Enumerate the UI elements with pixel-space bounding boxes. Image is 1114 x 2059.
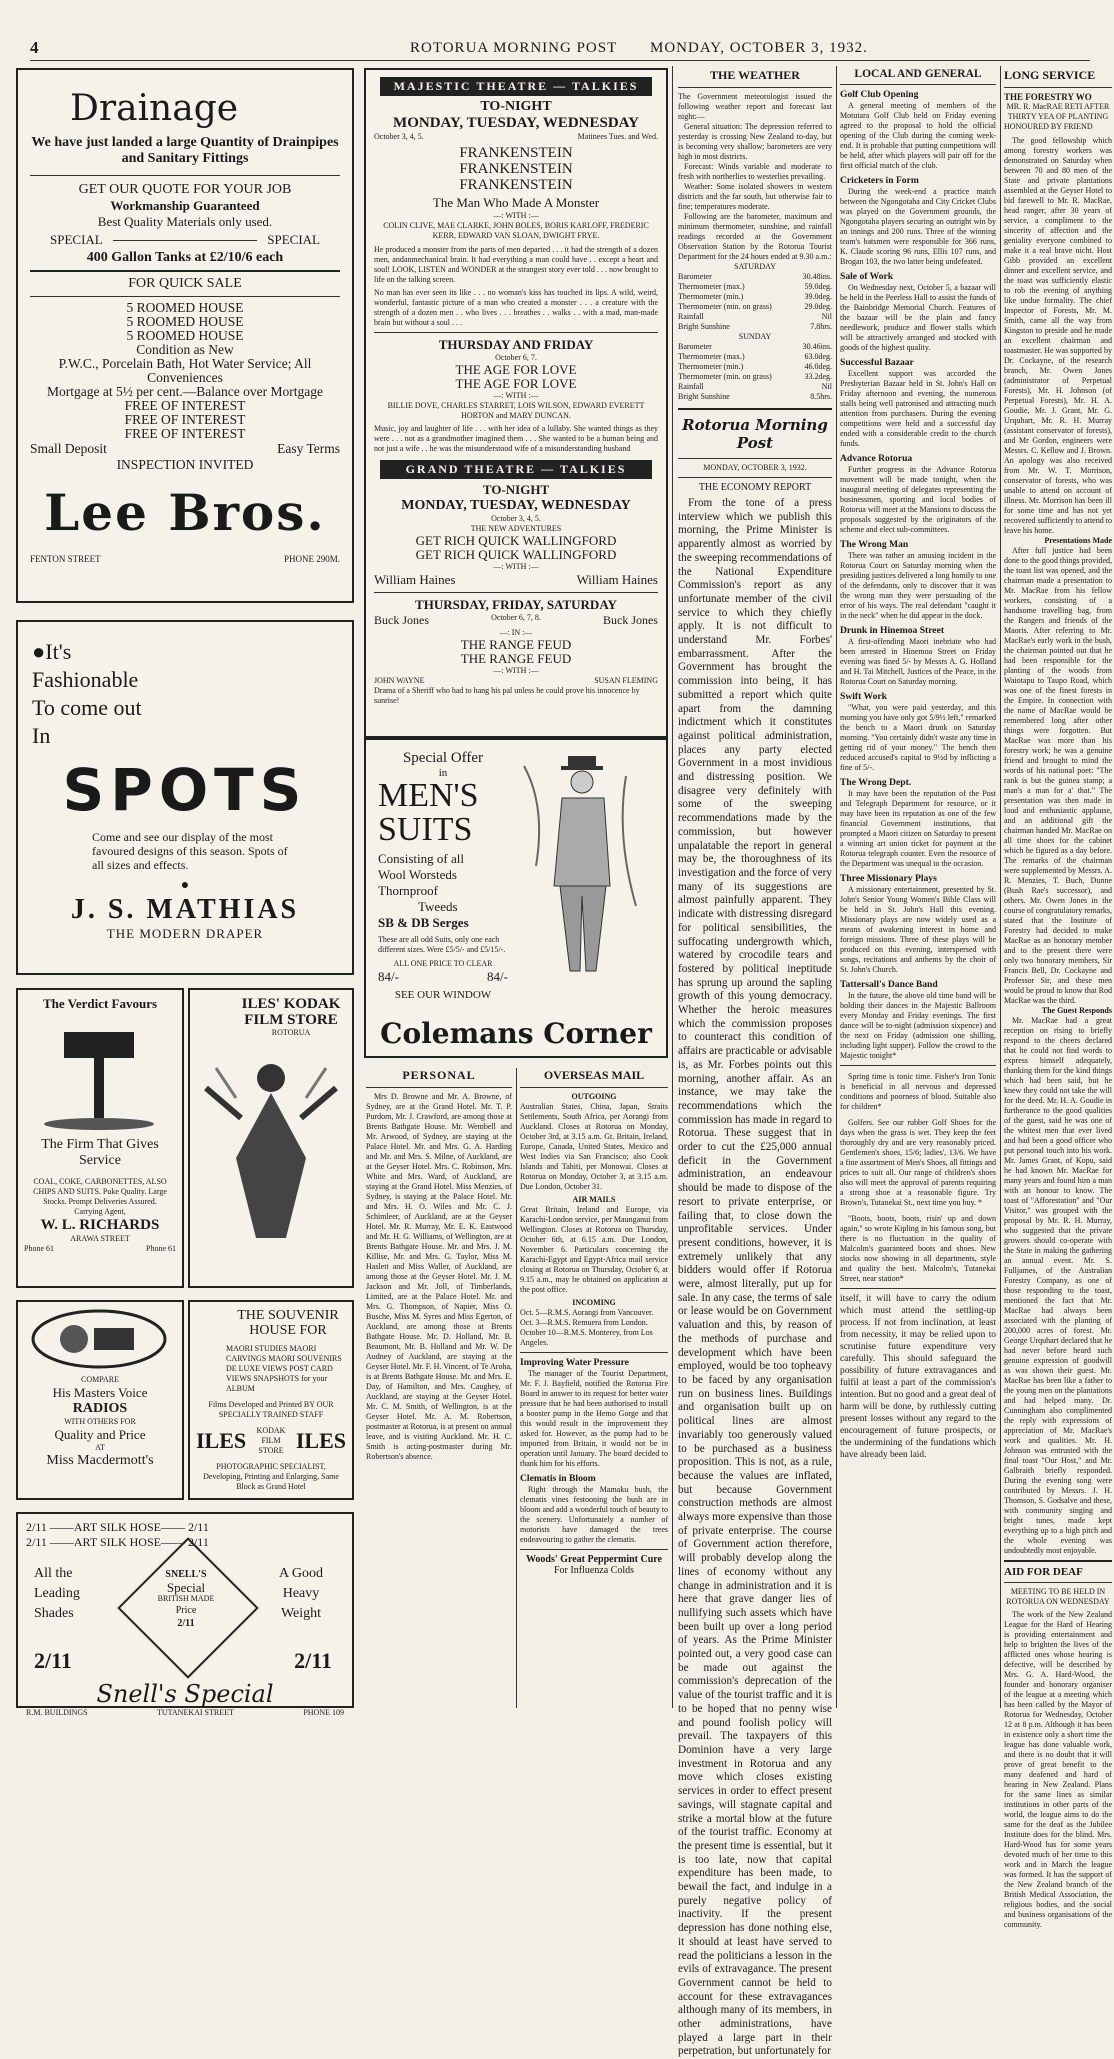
editorial-title: THE ECONOMY REPORT [698, 482, 812, 493]
local-item-heading: The Wrong Dept. [840, 777, 912, 788]
hose-line: 2/11 ——ART SILK HOSE—— 2/11 [26, 1520, 209, 1534]
outgoing-title: OUTGOING [571, 1092, 617, 1101]
weather-label: Rainfall [678, 382, 704, 391]
iles-left: ILES [196, 1428, 247, 1453]
grand-with: —: WITH :— [493, 666, 539, 675]
film-title: GET RICH QUICK WALLINGFORD [415, 533, 617, 548]
fashion-line: Fashionable [32, 667, 139, 692]
dot-icon: ● [180, 878, 190, 893]
local-item-heading: Advance Rotorua [840, 453, 913, 464]
kodak-sub: ROTORUA [271, 1028, 311, 1037]
local-item-text: On Wednesday next, October 5, a bazaar will be held in the Peerless Hall to assist the funds of the Bainbridge Memorial Church. Features of the bazaar will be the plain and fancy needlework, produce and flower stalls which will be attractively arranged and stocked with goods of the highest quality. [840, 283, 996, 352]
weather-row [678, 342, 832, 352]
house-line: 5 ROOMED HOUSE [126, 314, 244, 329]
snells-price-label: Price [175, 1605, 197, 1616]
majestic-dates: October 3, 4, 5. [374, 132, 424, 141]
local-item-heading: Successful Bazaar [840, 357, 914, 368]
incoming-text: Oct. 5—R.M.S. Aorangi from Vancouver. Oct. 3—R.M.S. Remuera from London. October 10—R.M.S. Monterey, from Los Angeles. [520, 1308, 654, 1347]
local-item-text: During the week-end a practice match between the Ngongotaha and City Cricket Clubs was played on the Government grounds, the Ngongotaha players securing an outright win by an innings and 200 runs. Three of the winning team's batsmen were responsible for 366 runs, K. Claude scoring 96 runs, Ellis 107 runs, and Brogan 103, the two latter being undefeated. [840, 187, 996, 266]
weather-value: 46.0deg. [804, 362, 832, 371]
weather-value: Nil [821, 312, 832, 321]
local-item-text: It may have been the reputation of the Post and Telegraph Department for resource, or it may have been its reputation as one of the few financial Government institutions, that prompted a Maori citizen on Saturday to present a winning art union ticket for payment at the Rotorua telegraph counter. Even the resource of the Department was unequal to the occasion. [840, 789, 996, 868]
souvenir-foot: PHOTOGRAPHIC SPECIALIST, Developing, Printing and Enlarging, Same Block as Grand Hotel [203, 1462, 339, 1491]
film-title: THE RANGE FEUD [460, 651, 572, 666]
local-item-text: A missionary entertainment, presented by St. John's Senior Young Women's Bible Class will be held in St. John's Hall this evening. Missionary plays are now widely used as a means of awakening interest in home and foreign missions. Three of these plays will be produced on this evening, interspersed with songs, recitations and anthems by the choir of St. John's Church. [840, 885, 996, 974]
weather-row [678, 272, 832, 282]
local-item-heading: The Wrong Man [840, 539, 909, 550]
guest-title: The Guest Responds [1041, 1006, 1112, 1015]
local-item-heading: Three Missionary Plays [840, 873, 937, 884]
mathias-body: Come and see our display of the most favoured designs of this season. Spots of all sizes and effects. [92, 830, 288, 872]
majestic-tagline: The Man Who Made A Monster [432, 195, 600, 210]
deaf-title: AID FOR DEAF [1004, 1566, 1083, 1578]
weather-row [678, 382, 832, 392]
local-column [840, 68, 996, 1708]
kodak-store: KODAK FILM STORE [256, 1426, 286, 1455]
buck-right: Buck Jones [602, 613, 658, 627]
spots-heading: SPOTS [62, 756, 308, 824]
price-right: 2/11 [294, 1648, 332, 1673]
mail-column [520, 1068, 668, 1708]
weather-following: Following are the barometer, maximum and minimum thermometer, sunshine, and rainfall readings recorded at the Government Observation Station by the Rotorua Tourist Department for the 24 hours ended at 9.30 a.m.: [678, 212, 832, 261]
weather-value: 63.0deg. [804, 352, 832, 361]
addr-center: TUTANEKAI STREET [156, 1708, 234, 1717]
local-item-heading: Swift Work [840, 691, 887, 702]
personal-text: Mrs D. Browne and Mr. A. Browne, of Sydney, are at the Grand Hotel. Mr. T. P. Purdom, Mr. J. Crawford, are among those at Brents Bathgate House. Mr. Wembell and Mr. Arwood, of Sydney, are staying at the Palace Hotel. Mr. and Mrs. G. A. Harding and Mr. and Mrs. S. Milne, of Auckland, are at the Geyser Hotel. Mrs. C. Robinson, Mrs. White and Mrs. Ward, of Auckland, are staying at the Grand Hotel. Miss Menzies, of Sydney, is staying at the Palace Hotel. Mr. and Mrs. H. O. Wiles and Mr. C. J. Schimleer, of Auckland, are at the Geyser Hotel. Mr. R. Murray, Mr. E. K. Eastwood and Mr. H. G. Williams, of Wellington, are at Brents Bathgate House. Mr. and Mrs. J. M. Killise, Mr. and Mrs. G. Taylor, Miss M. Haslett and Miss Waller, of Auckland, are among those at the Geyser Hotel. Mr. J. M. Jackson and Mr. Joll, of Timberlands, Limited, are at the Palace Hotel. Mr. and Mrs. G. Thompson, of Napier, Miss O. Busche, Miss M. Syres and Miss Egerton, of Auckland, are among those at Brents Bathgate House. Mr. D. Holland, Mr. B. Beaumont, Mr. B. Holland and Mr. W. De Audney of Auckland, are staying at the Geyser Hotel. Mr. F. H. Vincent, of Te Aroha, is at Brents Bathgate House. Mr. and Mrs. E. Day, of Hamilton, and Mrs. Caughey, of Auckland, are staying at the Geyser Hotel. Mr. C. M. Smith, of Wellington, is at the Geyser Hotel. Mr. A. M. Robertson, postmaster at Rotorua, is at present on annual leave, and is visiting Auckland. Mr. H. C. Smith is acting-postmaster during Mr. Robertson's absence. [366, 1092, 512, 1461]
mail-title: OVERSEAS MAIL [543, 1068, 645, 1082]
mortgage-line: Mortgage at 5½ per cent.—Balance over Mortgage [47, 384, 323, 399]
saturday-table [678, 272, 832, 332]
thornproof-line: Thornproof [378, 883, 438, 898]
frankenstein-list [374, 145, 658, 193]
age-list [374, 363, 658, 391]
special-right: SPECIAL [267, 232, 320, 247]
lee-phone: PHONE 290M. [283, 554, 340, 564]
weather-title: THE WEATHER [710, 68, 800, 82]
house-line: 5 ROOMED HOUSE [126, 328, 244, 343]
editorial-mast: Rotorua Morning Post [682, 416, 828, 452]
editorial-date: MONDAY, OCTOBER 3, 1932. [703, 463, 807, 472]
weather-value: 30.46ins. [802, 342, 832, 351]
local-title: LOCAL AND GENERAL [854, 68, 982, 80]
long-service-text2: After full justice had been done to the good things provided, the toast list was opened, and the chairman made a presentation to Mr. MacRae from his fellow workers, consisting of a handsome travelling bag, from the Rangers and friends of the Maoris. After referring to Mr. MacRae's early work in the bush, the chairman pointed out that he had been responsible for the planting of the woods from Waiotapu to Taupo Road, which was one of the finest forests in the Empire. In connection with the name of MacRae would be remembered long after other things were forgotten. But MacRae was more than his forestry work; he was a genuine friend and brought to mind the words of his national poet: "The rank is but the guinea stamp; a man's a man for a' that." The presentation was then made in loud and enthusiastic applause, and an additional gift the chairman handed Mr. MacRae on all time shoes for the cabinet which he figured as a day before. The remarks of the chairman were supplemented by Messrs. A. R. Menzies, T. Buch, Dunne (Bush Rae's successor), and others. Mr. Owen Jones in the course of congratulatory remarks, stated that the Institute of Forestry had decided to make MacRae as an honorary member and to the present there were only two honorary members, Sir Francis Bell, Dr. Cockayne and Professor Sir, and these men would be proud to know that Rod MacRae was the third. [1004, 546, 1112, 1005]
presentations-title: Presentations Made [1044, 536, 1112, 545]
gramophone-illustration [24, 1308, 174, 1370]
mens-heading: MEN'S [378, 777, 479, 814]
incoming-title: INCOMING [572, 1298, 616, 1307]
drainage-heading: Drainage [70, 88, 239, 129]
tanks-line: 400 Gallon Tanks at £2/10/6 each [86, 250, 284, 265]
local-item-heading: Drunk in Hinemoa Street [840, 625, 945, 636]
long-service-sub2: MR. R. MacRAE RETI AFTER THIRTY YEA OF PLANTING [1006, 102, 1110, 121]
local-item-text: "What, you were paid yesterday, and this morning you have only got 5/9½ left," remarked the bench to a Maori drunk on Saturday morning. "You certainly didn't waste any time in getting rid of your money." The bench then reduced accused's capital to 9½d by inflicting a fine of 5/-. [840, 703, 996, 772]
quality-line: Quality and Price [54, 1427, 146, 1442]
souvenir-title: THE SOUVENIR HOUSE FOR [237, 1308, 339, 1338]
film-title: THE RANGE FEUD [460, 637, 572, 652]
local-item-text: Further progress in the Advance Rotorua movement will be made tonight, when the inaugural meeting of delegates representing the businessmen, sporting and local bodies of Rotorua will meet at the Mansions to discuss the proposals suggested by the originators of the scheme and elect sub-committees. [840, 465, 996, 534]
weather-label: Barometer [678, 272, 712, 281]
heavy-text: A Good Heavy Weight [279, 1566, 323, 1621]
colemans-note: These are all odd Suits, only one each different sizes. Were £5/5/- and £5/15/-. [378, 935, 506, 954]
majestic-cast2: BILLIE DOVE, CHARLES STARRET, LOIS WILSON, EDWARD EVERETT HORTON and MARY DUNCAN. [387, 401, 645, 420]
long-service-sub: THE FORESTRY WO [1004, 92, 1092, 102]
gentleman-illustration [506, 746, 656, 986]
weather-label: Bright Sunshine [678, 322, 730, 331]
weather-row [678, 282, 832, 292]
personal-column [366, 1068, 512, 1708]
local-item-text: There was rather an amusing incident in the Rotorua Court on Saturday morning when the presiding justices delivered a long homily to one of the defendants, only to discover that it was the wrong man they were persuading of the error of his ways. The real defendant "caught it in the neck" when he did appear in the dock. [840, 551, 996, 620]
richards-name: W. L. RICHARDS [40, 1217, 160, 1233]
range-list [374, 638, 658, 666]
richards-street: ARAWA STREET [70, 1234, 130, 1243]
mathias-tag: THE MODERN DRAPER [106, 926, 264, 941]
come-out-line: To come out [32, 695, 142, 720]
gavel-block [44, 1118, 154, 1130]
price-right: 84/- [487, 969, 508, 984]
colemans-ad [364, 738, 668, 1058]
snells-price: 2/11 [177, 1618, 195, 1629]
colemans-all: ALL ONE PRICE TO CLEAR [393, 959, 493, 968]
air-text: Great Britain, Ireland and Europe, via Karachi-London service, per Maunganui from Wellington. Closes at Rotorua on Thursday, October 6th, at 6.15 a.m. Due London, November 6. Particulars concerning the Karachi-Egypt and Egypt-Africa mail service closing at Rotorua on Thursday, October 6, at 9.15 a.m., may be obtained on application at the post office. [520, 1205, 668, 1294]
water-text: The manager of the Tourist Department, Mr. F. J. Bayfield, notified the Rotorua Fire Board in answer to its request for better water pressure that he had been authorised to install a booster pump in the Hemo Gorge and that this would result in the improvement they asked for. However, as the pump had to be imported from Britain, it would not be in operation until January. The board decided to thank him for his efforts. [520, 1369, 668, 1468]
majestic-matinees: Matinees Tues. and Wed. [577, 132, 658, 141]
condition-line: Condition as New [136, 342, 234, 357]
local-item-heading: Sale of Work [840, 271, 894, 282]
addr-left: R.M. BUILDINGS [26, 1708, 88, 1717]
column-rule [672, 66, 673, 1708]
outgoing-text: Australian States, China, Japan, Straits Settlements, South Africa, per Aorangi from Auckland. Closes at Rotorua on Monday, October 3rd, at 3.15 a.m. Gt. Britain, Ireland, Europe, Canada, United States, Mexico and West Indies via San Francisco; also Cook Islands and Tahiti, per Monowai. Closes at Rotorua on Monday, October 3, at 3.15 a.m. Due London, October 31. [520, 1102, 668, 1191]
film-title: FRANKENSTEIN [459, 161, 573, 177]
local-item-text: A first-offending Maori inebriate who had been arrested in Hinemoa Street on Friday evening was fined 5/- by Messrs A. G. Holland and H. Tai Mitchell, Justices of the Peace, in the Rotorua Court on Saturday morning. [840, 637, 996, 686]
lee-street: FENTON STREET [30, 554, 101, 564]
sunday-table [678, 342, 832, 402]
house-line: 5 ROOMED HOUSE [126, 300, 244, 315]
grand-bar: GRAND THEATRE — TALKIES [380, 460, 652, 479]
long-service-text: The good fellowship which among forestry workers was demonstrated on Saturday when between 70 and 80 men of the State and private plantations assembled at the Geyser Hotel to bid farewell to Mr. R. MacRae, head ranger, after 30 years of service, a compliment to the sincerity of affection and the geniality everyone combined to make it a real brave nicht. Host Gibb provided an excellent dinner and excellent service, and the toast was sufficiently elastic to rob the evening of anything like undue formality. The chief Inspector of Forests, Mr. M. Smith, came all the way from Kingston to preside and he made an excellent chairman and toastmaster. He was supported by Dr. Cockayne, of the research branch, Mr. Owen Jones (administrator of Perpetual Forests), Mr. H. Johnson (of Perpetual Forests), Mr. H. A. Goudie, Mr. J. Grant, Mr. G. Urquhart, Mr. R. H. Murray (assistant conservator of forests), and Mr Gordon, engineers were Messrs. C. Kellow and J. Brown. An apology was also received from Mr. W. T. Morrison, conservator of forests, who was unable to attend on account of illness. Mr. Morrison has been ill for some time and has not yet recovered sufficiently to attend to leave his home. [1004, 136, 1112, 535]
weather-value: 59.0deg. [804, 282, 832, 291]
grand-tonight: TO-NIGHT [482, 482, 550, 497]
weather-label: Thermometer (max.) [678, 282, 745, 291]
grand-days: MONDAY, TUESDAY, WEDNESDAY [401, 498, 631, 513]
local-item-heading: Cricketers in Form [840, 175, 919, 186]
price-left: 84/- [378, 969, 399, 984]
suits-heading: SUITS [378, 811, 473, 848]
column-rule [516, 1068, 517, 1708]
long-service-column [1004, 68, 1112, 1929]
film-title: GET RICH QUICK WALLINGFORD [415, 547, 617, 562]
house-list [30, 301, 340, 441]
grand-dates: October 3, 4, 5. [491, 514, 541, 523]
richards-ad [16, 988, 184, 1288]
film-title: THE AGE FOR LOVE [455, 362, 577, 377]
majestic-blurb: Music, joy and laughter of life . . . with her idea of a lullaby. She wanted things as they were . . . not as a grandmother imagined them . . . She wanted to be a human being and not just a wife . . he was the misunderstood wife of a misunderstanding husband [374, 424, 658, 453]
buck-left: Buck Jones [374, 613, 429, 627]
weather-intro: The Government meteorologist issued the following weather report and forecast last night:— [678, 92, 832, 121]
weather-row [678, 312, 832, 322]
quick-sale: FOR QUICK SALE [128, 276, 242, 291]
pwc-line: P.W.C., Porcelain Bath, Hot Water Service; All Conveniences [58, 356, 312, 385]
verdict-heading: The Verdict Favours [42, 996, 158, 1011]
snells-made: BRITISH MADE [157, 1594, 215, 1603]
cast-left: JOHN WAYNE [374, 676, 425, 685]
grand-in: —: IN :— [499, 628, 533, 637]
free-line: FREE OF INTEREST [124, 412, 246, 427]
dancer-illustration [196, 1038, 346, 1268]
colemans-in: in [438, 767, 448, 779]
majestic-with: —: WITH :— [493, 211, 539, 220]
star-right: William Haines [576, 572, 658, 587]
majestic-blurb: No man has ever seen its like . . . no woman's kiss has touched its lips. A wild, weird, wonderful, fantastic picture of a man who created a monster . . . a creature with the strength of a dozen men . . who lives . . . breathes . . walks . . with a mad, man-made brain but without a soul . . . [374, 288, 658, 327]
weather-column [678, 68, 832, 2058]
editorial-text: From the tone of a press interview which we publish this morning, the Prime Minister is apparently almost as worried by the sweeping recommendations of the National Expenditure Commission's report as any unfortunate member of the civil service to which they chiefly apply. It is not difficult to understand Mr. Forbes' embarrassment. After the Government has brought the commission into being, it has submitted a report which quite apart from the damning indictment which it constitutes against political administration, places any party elected Government in a most invidious and distressing position. We disagree very definitely with some of the sweeping recommendations made by the commission, but however unpalatable the report in general may be, the thoroughness of its investigation and the force of very many of its suggestions are almost painfully apparent. They indicate with distressing disregard for political sensibilities, the suffocating undergrowth which, watered by crocodile tears and fostered by political ineptitude has sprung up around the sapling growth of this young democracy. Whether the heroic measures which the commission proposes to counteract this condition of affairs are practicable or advisable is, as Mr. Forbes points out this morning, another affair. As an instance, we may take the recommendations which the commission has made in regard to Rotorua. These suggest that in order to cut the £25,000 annual deficit in the Government administration, an endeavour should be made to dispose of the resort to private enterprise, or failing that, to close down the unprofitable services. Under present conditions, however, it is extremely unlikely that any bidders would offer if Rotorua were, almost literally, put up for sale. In any case, the terms of sale or lease would be on Government valuation and this, by reason of the methods of purchase and development which have been employed, would be too topheavy to be faced by any organisation run on business lines. Buildings and organisation built up on political lines are almost invariably too generously valued to be purchased as a business proposition. This is not, as a rule, because the values are inflated, but because Government construction methods are almost always more expensive than those of private enterprise. The course of Government action therefore, will probably develop along the lines of economy without any change in administration and it is here that grave danger lies of nullifying such assets which have been built up over a long period of years. As the Prime Minister pointed out, a very good case can be made out against the commission's deprecation of the value of the tourist traffic and it is to be hoped that no penny wise and pound foolish policy will prevail. The taxpayers of this Dominion have a very large investment in Rotorua and any move which closes existing services in order to effect present savings, will stagnate capital and strike a mortal blow at the future of the tourist traffic. Economy at the present time is essential, but it is too late, now that capital expenditure has been made, to bewail the fact, and indulge in a purely negative policy of inactivity. If the present depression has done nothing else, it should at least have served to read the politicians a lesson in the evils of extravagance. The present Government cannot be held to account for these extravagances although many of its members, in other administrations, have played a large part in their perpetration, but unfortunately for [678, 497, 832, 2058]
tweeds-line: Tweeds [418, 899, 458, 914]
weather-label: Bright Sunshine [678, 392, 730, 401]
souvenir-items: MAORI STUDIES MAORI CARVINGS MAORI SOUVENIRS DE LUXE VIEWS POST CARD VIEWS SNAPSHOTS for your ALBUM [226, 1344, 342, 1393]
gavel-head [64, 1032, 134, 1058]
majestic-tonight: TO-NIGHT [480, 99, 552, 114]
weather-label: Thermometer (max.) [678, 352, 745, 361]
mathias-ad [16, 620, 354, 975]
phone-right: Phone 61 [146, 1244, 176, 1253]
shades-text: All the Leading Shades [34, 1566, 80, 1621]
price-left: 2/11 [34, 1648, 72, 1673]
majestic-thursday: THURSDAY AND FRIDAY [438, 337, 594, 352]
inspection-line: INSPECTION INVITED [116, 457, 254, 472]
weather-value: 8.5hrs. [810, 392, 832, 401]
weather-row [678, 302, 832, 312]
sb-line: SB & DB Serges [378, 915, 469, 930]
free-line: FREE OF INTEREST [124, 398, 246, 413]
issue-date: MONDAY, OCTOBER 3, 1932. [650, 40, 868, 56]
lee-bros-ad [16, 68, 354, 603]
film-title: FRANKENSTEIN [459, 177, 573, 193]
wallingford-list [374, 534, 658, 562]
weather-label: Thermometer (min.) [678, 362, 744, 371]
grand-blurb: Drama of a Sheriff who had to hang his pal unless he could prove his innocence by sunrise! [374, 686, 640, 705]
majestic-thu-dates: October 6, 7. [495, 353, 537, 362]
grand-thu-dates: October 6, 7, 8. [491, 613, 541, 622]
weather-value: 7.8hrs. [810, 322, 832, 331]
lead-text: We have just landed a large Quantity of Drainpipes and Sanitary Fittings [31, 135, 339, 166]
local-item-text: A general meeting of members of the Motutara Golf Club held on Friday evening agreed to the proposal to hold the official opening of the Club during the coming week-end. It is probable that putting competitions will be held, after which players will pair off for the first official match of the club. [840, 101, 996, 170]
snells-special: Special [166, 1580, 206, 1595]
clematis-title: Clematis in Bloom [520, 1473, 596, 1484]
snells-brand: SNELL'S [165, 1569, 207, 1580]
local-item-text: Excellent support was accorded the Presbyterian Bazaar held in St. John's Hall on Friday afternoon and evening, the numerous stalls being well patronised and attracting much attention from purchasers. During the evening competitions were held and a successful day ended with a considerable credit to the church funds. [840, 369, 996, 448]
long-service-text3: Mr. MacRae had a great reception on rising to briefly respond to the cheers declared that he could not find words to express himself adequately, thanking them for the kind things which had been said, but he knew they could not take the will for the deed. Mr. H. A. Goudie in furtherance to the good qualities of the guest, said he was one of the whitest men that ever lived and had been a good officer who put personal touch into his work. Mr. James Grant, of Kopu, said he had known Mr. MacRae for many years and found him a man with an honour to know. The toast of "Afforestation" and "Our Visitor," was grouped with the proposal by Mr. R. H. Murray, who suggested that the private growers should co-operate with the State in making the gathering an annual event. Mr. S. Fulljames, of the Australian Forestry Company, as one of those responding to the toast, mentioned the fact that Mr. MacRae had always been associated with the planting of 200,000 acres of forest. Mr. George Urquhart declared that he had never before heard such genuine expression of goodwill as was shown their guest. Mr. MacRae has been like a father to the young men on the plantations and had helped many. Dr. Cunningham also complimented the reply with expressions of appreciation of Mr. MacRae's work and qualities. Mr. H. Johnson was entrusted with the final toast "Our Host," and Mr. Galbraith briefly responded. During the evening song were contributed by Messrs. J. H. Thomson, S. Godsalve and these, with community singing and bright tunes, made kept everything up to a high pitch and the whole evening was undoubtedly most enjoyable. [1004, 1016, 1112, 1555]
masthead [30, 38, 1090, 61]
quality-line: Best Quality Materials only used. [97, 214, 273, 229]
weather-value: 39.0deg. [804, 292, 832, 301]
with-line: WITH OTHERS FOR [64, 1417, 136, 1426]
at-line: AT [95, 1443, 105, 1452]
weather-label: Barometer [678, 342, 712, 351]
diamond-text [136, 1568, 236, 1630]
weather-value: 29.0deg. [804, 302, 832, 311]
column-rule [836, 66, 837, 1708]
film-title: THE AGE FOR LOVE [455, 376, 577, 391]
weather-label: Thermometer (min.) [678, 292, 744, 301]
personal-title: PERSONAL [402, 1068, 476, 1082]
quote-line: GET OUR QUOTE FOR YOUR JOB [78, 182, 292, 197]
weather-row [678, 392, 832, 402]
iles-right: ILES [295, 1428, 346, 1453]
wool-line: Wool Worsteds [378, 867, 457, 882]
weather-row [678, 362, 832, 372]
majestic-days: MONDAY, TUESDAY, WEDNESDAY [393, 115, 639, 131]
water-title: Improving Water Pressure [520, 1357, 629, 1368]
sunday-label: SUNDAY [738, 332, 772, 341]
weather-value: Nil [821, 382, 832, 391]
column-rule [1000, 66, 1001, 1708]
editorial-continued: itself, it will have to carry the odium which must attend the settling-up process. If not from inclination, at least from necessity, it may be relied upon to scrutinise future expenditure very carefully. This should safeguard the possibility of future extravagances and fulfil at least a part of the commission's intention. But no good and a great deal of harm will be done, by ruthlessly cutting present losses without any regard to the encouragement of future prospects, or the undermining of the fundations which have already been laid. [840, 1294, 996, 1460]
weather-label: Thermometer (min. on grass) [678, 372, 772, 381]
long-service-title: LONG SERVICE [1004, 68, 1096, 82]
deposit-right: Easy Terms [277, 441, 340, 456]
in-line: In [32, 723, 51, 748]
firm-line: The Firm That Gives Service [41, 1137, 159, 1168]
tonic-ad: Spring time is tonic time. Fisher's Iron Tonic is beneficial in all nervous and depressed conditions and poorness of blood. Suitable also for children* [840, 1072, 996, 1111]
consisting-line: Consisting of all [378, 851, 464, 866]
see-window: SEE OUR WINDOW [394, 989, 492, 1001]
weather-general: General situation: The depression referred to yesterday is crossing New Zealand to-day, but is becoming very shallow; barometers are very high in most districts. [678, 122, 832, 161]
deaf-text: The work of the New Zealand League for the Hard of Hearing is providing entertainment and help to brighten the lives of the afflicted ones whose hearing is defective, will be described by Mrs. G. A. Hard-Wood, the founder and honorary organiser of the league at a meeting which has been called by the Mayor of Rotorua for Wednesday, October 12 at 8 p.m. Although it has been in existence only a short time the league has done valuable work, and there is no doubt that it will prove of great benefit to the many deafened and hard of hearing in New Zealand. Plans for the same lines as similar institutions in other parts of the world, the league aims to do the same for the deaf as the Jubilee Institute does for the blind. Mrs. Hard-Wood has for some years devoted much of her time to this work and in March the league was formed. It has the support of the New Zealand branch of the British Medical Association, the religious bodies, and the social and business organisations of the community. [1004, 1610, 1112, 1929]
local-items [840, 89, 996, 1061]
guarantee-line: Workmanship Guaranteed [110, 198, 260, 213]
grand-with: —: WITH :— [493, 562, 539, 571]
its-line: It's [45, 639, 72, 664]
snells-ad [16, 1512, 354, 1717]
weather-label: Rainfall [678, 312, 704, 321]
deaf-sub: MEETING TO BE HELD IN ROTORUA ON WEDNESDAY [1006, 1587, 1110, 1606]
weather-row [678, 352, 832, 362]
hose-line: 2/11 ——ART SILK HOSE—— 2/11 [26, 1535, 209, 1549]
local-item-heading: Tattersall's Dance Band [840, 979, 938, 990]
star-left: William Haines [374, 572, 456, 587]
boots-ad: "Boots, boots, boots, risin' up and down again," so wrote Kipling in his famous song, but there is no fluctuation in the quality of Malcolm's guaranteed boots and shoes. New stocks now showing in all departments, style and quality the best. Malcolm's, Tutanekai Street, near station* [840, 1214, 996, 1283]
radios-line: RADIOS [72, 1401, 128, 1416]
dot-icon: ● [32, 639, 46, 664]
weather-row [678, 292, 832, 302]
fashion-text [32, 638, 338, 750]
film-title: FRANKENSTEIN [459, 145, 573, 161]
colemans-name: Colemans Corner [380, 1017, 652, 1050]
weather-label: Thermometer (min. on grass) [678, 302, 772, 311]
masters-line: His Masters Voice [52, 1385, 148, 1400]
local-item-heading: Golf Club Opening [840, 89, 919, 100]
weather-conditions: Weather: Some isolated showers in western districts and the far south, but otherwise fair to fine; temperatures moderate. [678, 182, 832, 211]
souvenir-ad [188, 1300, 354, 1500]
macdermott-ad [16, 1300, 184, 1500]
iles-kodak-ad [188, 988, 354, 1288]
weather-value: 30.48ins. [802, 272, 832, 281]
woods-sub: For Influenza Colds [554, 1565, 634, 1576]
snells-name: Snell's Special [96, 1680, 274, 1708]
paper-name: ROTORUA MORNING POST [410, 40, 618, 56]
local-item-text: In the future, the above old time band will be holding their dances in the Majestic Ballroom every Monday and Friday evenings. The first dance will be to-night (admission sixpence) and the next on Friday (admission one shilling, including light supper). Follow the crowd to the Majestic tonight* [840, 991, 996, 1060]
clematis-text: Right through the Mamaku bush, the clematis vines festooning the bush are in bloom and add a wonderful touch of beauty to the scenery. Unfortunately a number of motorists have damaged the trees endeavouring to gather the clematis. [520, 1485, 668, 1544]
majestic-blurb: He produced a monster from the parts of men departed . . . it had the strength of a dozen men, andanmechanical brain. It had everything a man could have . . except a heart and soul! LOOK, LISTEN and WONDER at the strangest story ever told . . . now brought to life on the talking screen. [374, 245, 658, 284]
majestic-cast: COLIN CLIVE, MAE CLARKE, JOHN BOLES, BORIS KARLOFF, FREDERIC KERR, EDWARD VAN SLOAN, DWIGHT FRYE. [383, 221, 649, 240]
cast-right: SUSAN FLEMING [594, 676, 658, 685]
lee-bros-logo: Lee Bros. [44, 483, 326, 542]
majestic-bar: MAJESTIC THEATRE — TALKIES [380, 77, 652, 96]
hammer-illustration [24, 1012, 174, 1132]
addr-right: PHONE 109 [303, 1708, 344, 1717]
majestic-with: —: WITH :— [493, 391, 539, 400]
special-offer: Special Offer [402, 750, 484, 766]
grand-adv: THE NEW ADVENTURES [470, 524, 562, 533]
page-number: 4 [30, 38, 40, 57]
long-service-sub3: HONOURED BY FRIEND [1004, 122, 1093, 131]
souvenir-films: Films Developed and Printed BY OUR SPECIALLY TRAINED STAFF [208, 1400, 334, 1419]
saturday-label: SATURDAY [734, 262, 776, 271]
weather-row [678, 372, 832, 382]
golf-shoe-ad: Golfers. See our rubber Golf Shoes for the days when the grass is wet. They keep the feet thoroughly dry and are very reasonably priced. Gentlemen's shoes, 15/6; ladies', 13/6. We have a fine assortment of Men's Shoes, all fittings and prices to suit all. Our range of children's shoes also will meet the approval of parents requiring a strong shoe at a reasonable figure. Try Brown's, Tutanekai St., next time you buy. * [840, 1118, 996, 1207]
free-line: FREE OF INTEREST [124, 426, 246, 441]
macdermott-name: Miss Macdermott's [46, 1453, 154, 1468]
weather-value: 33.2deg. [804, 372, 832, 381]
weather-row [678, 322, 832, 332]
woods-title: Woods' Great Peppermint Cure [525, 1554, 662, 1565]
goods-line: COAL, COKE, CARBONETTES, ALSO CHIPS AND SUITS. Puke Quality. Large Stocks. Prompt Deliveries Assured. [33, 1177, 167, 1206]
weather-forecast: Forecast: Winds variable and moderate to fresh with northerlies to westerlies prevailing. [678, 162, 832, 181]
air-title: AIR MAILS [572, 1195, 616, 1204]
deposit-left: Small Deposit [30, 441, 107, 456]
grand-thursday: THURSDAY, FRIDAY, SATURDAY [415, 597, 617, 612]
compare-line: COMPARE [81, 1375, 119, 1384]
phone-left: Phone 61 [24, 1244, 54, 1253]
kodak-title: ILES' KODAK FILM STORE [241, 996, 341, 1028]
carrying-line: Carrying Agent, [74, 1207, 126, 1216]
theatre-ad [364, 68, 668, 738]
gavel-handle [94, 1058, 104, 1118]
mathias-name: J. S. MATHIAS [70, 894, 300, 925]
special-left: SPECIAL [50, 232, 103, 247]
